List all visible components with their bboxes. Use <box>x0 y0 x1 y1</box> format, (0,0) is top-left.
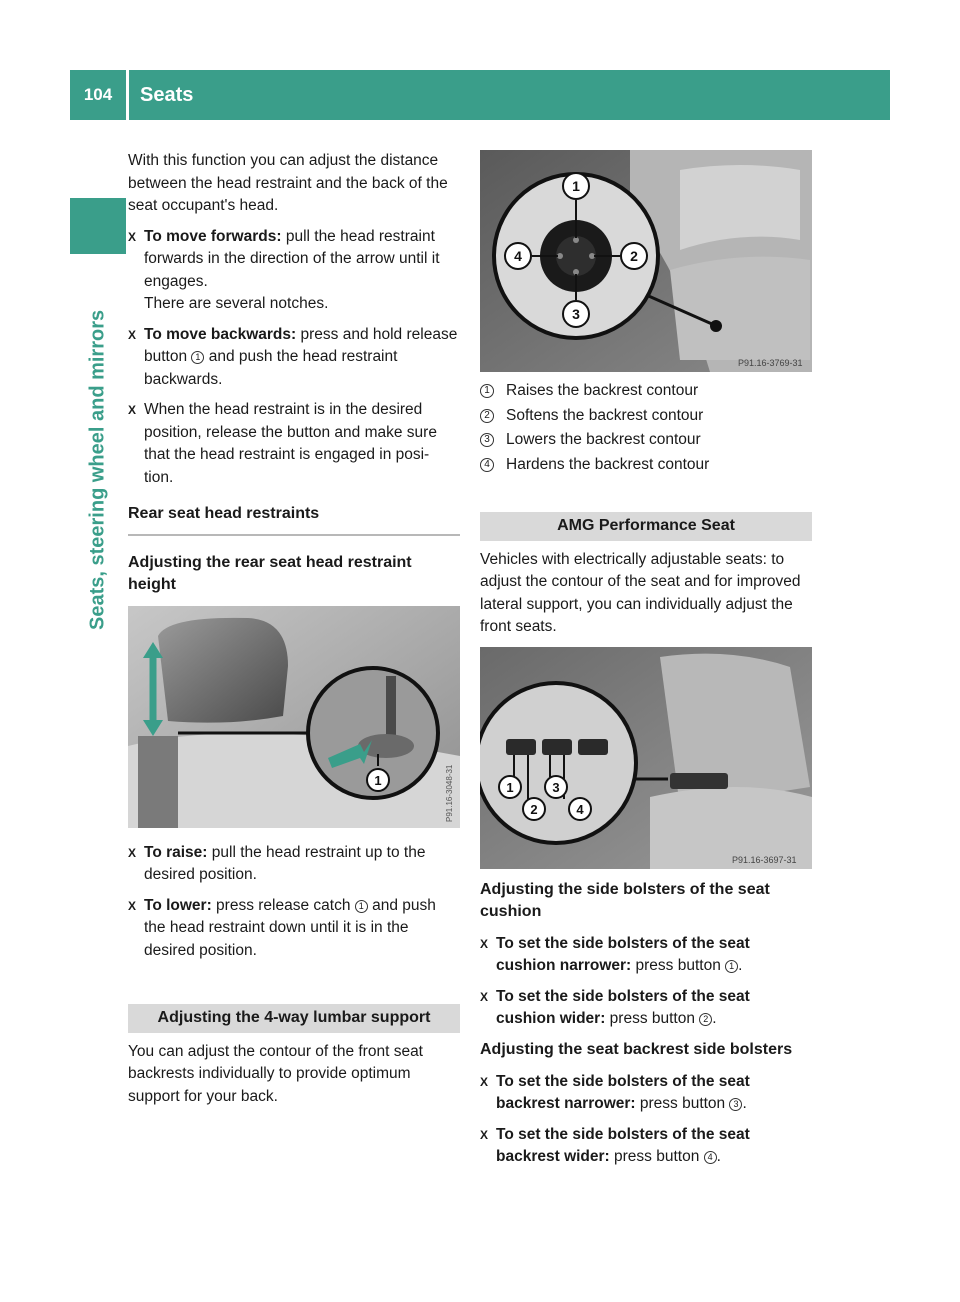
step-release-button <box>128 399 460 489</box>
amg-text: Vehicles with electrically adjustable seats: to adjust the contour of the seat and for improved lateral support, you can individually adjust the front seats. <box>480 550 801 635</box>
step-label: To set the side bolsters of the seat cushion wider: <box>496 987 750 1027</box>
step-cushion-narrower <box>480 933 812 978</box>
legend-text: Softens the backrest contour <box>506 406 704 424</box>
step-period: . <box>742 1095 747 1112</box>
page-title: Seats <box>140 84 194 106</box>
figure-callout: 3 <box>552 779 560 795</box>
step-lower <box>128 895 460 963</box>
subheading-rear-height: Adjusting the rear seat head restraint height <box>128 553 412 593</box>
step-arrow-icon: X <box>480 1074 489 1089</box>
step-label: To set the side bolsters of the seat backrest narrower: <box>496 1072 750 1112</box>
lumbar-control-illustration <box>480 150 812 372</box>
step-label: To set the side bolsters of the seat backrest wider: <box>496 1125 750 1165</box>
step-arrow-icon: X <box>128 898 137 913</box>
step-text: press button <box>631 957 726 974</box>
legend-number: 2 <box>480 409 494 423</box>
step-cushion-wider <box>480 986 812 1031</box>
figure-code: P91.16-3697-31 <box>732 854 797 865</box>
step-backrest-wider <box>480 1124 812 1169</box>
legend-item <box>480 405 812 428</box>
step-period: . <box>716 1148 721 1165</box>
figure-callout: 1 <box>374 772 382 788</box>
legend-number: 1 <box>480 384 494 398</box>
rear-head-restraint-illustration <box>128 606 460 828</box>
step-arrow-icon: X <box>128 403 137 417</box>
figure-amg-seat <box>480 647 812 869</box>
step-text: press release catch <box>211 896 355 914</box>
step-text: press and hold release button <box>144 325 458 365</box>
callout-ref-3: 3 <box>729 1098 742 1111</box>
step-arrow-icon: X <box>480 1127 489 1142</box>
step-arrow-icon: X <box>128 229 137 244</box>
step-label: To move backwards: <box>144 325 297 343</box>
step-period: . <box>712 1010 717 1027</box>
legend-text: Lowers the backrest contour <box>506 431 701 448</box>
chapter-label-container <box>70 270 126 690</box>
legend-text: Hardens the backrest contour <box>506 455 710 473</box>
legend-text: Raises the backrest contour <box>506 382 699 399</box>
callout-ref-1: 1 <box>355 900 368 913</box>
chapter-label: Seats, steering wheel and mirrors <box>86 309 109 630</box>
step-label: To set the side bolsters of the seat cushion narrower: <box>496 934 750 974</box>
step-text: press button <box>605 1010 700 1027</box>
intro-text: With this function you can adjust the distance between the head restraint and the back of the seat occupant's head. <box>128 152 448 214</box>
figure-code: P91.16-3769-31 <box>738 358 803 368</box>
step-note: There are several notches. <box>144 295 329 312</box>
legend-item <box>480 454 812 477</box>
step-period: . <box>738 957 743 974</box>
step-arrow-icon: X <box>128 327 137 342</box>
step-text: pull the head restraint forwards in the direction of the arrow until it engages. <box>144 227 440 290</box>
legend-item <box>480 429 812 452</box>
step-text-end: and push the head restraint down until it is in the desired position. <box>144 896 436 959</box>
step-text-end: and push the head restraint backwards. <box>144 348 398 388</box>
step-move-backwards <box>128 324 460 392</box>
figure-callout: 2 <box>630 248 638 264</box>
step-text: pull the head restraint up to the desired position. <box>144 843 426 883</box>
figure-callout: 2 <box>530 801 538 817</box>
legend-item <box>480 380 812 403</box>
step-label: To move forwards: <box>144 227 282 245</box>
callout-ref-4: 4 <box>704 1151 717 1164</box>
figure-rear-head-restraint <box>128 606 460 828</box>
figure-callout: 4 <box>576 801 584 817</box>
figure-callout: 3 <box>572 306 580 322</box>
legend-number: 3 <box>480 433 494 447</box>
step-arrow-icon: X <box>480 989 489 1004</box>
figure-callout: 1 <box>572 178 580 194</box>
figure-lumbar-control <box>480 150 812 372</box>
section-rear-head-restraints: Rear seat head restraints <box>128 503 460 536</box>
step-text: press button <box>635 1095 730 1112</box>
callout-ref-1: 1 <box>725 960 738 973</box>
step-arrow-icon: X <box>128 845 137 860</box>
step-label: To lower: <box>144 896 212 914</box>
section-amg-performance-seat: AMG Performance Seat <box>480 512 812 541</box>
legend-number: 4 <box>480 458 494 472</box>
figure-callout: 1 <box>506 779 514 795</box>
step-text: press button <box>609 1148 704 1165</box>
subheading-backrest-bolsters: Adjusting the seat backrest side bolsters <box>480 1040 793 1058</box>
callout-ref-2: 2 <box>699 1013 712 1026</box>
step-backrest-narrower <box>480 1071 812 1116</box>
callout-ref-1: 1 <box>191 351 204 364</box>
lumbar-text: You can adjust the contour of the front seat backrests individually to provide optimum support for your back. <box>128 1042 423 1105</box>
header-divider <box>126 70 129 120</box>
step-arrow-icon: X <box>480 936 489 951</box>
left-column <box>128 150 460 1116</box>
page-number: 104 <box>83 85 113 104</box>
subheading-cushion-bolsters: Adjusting the side bolsters of the seat cushion <box>480 880 770 920</box>
step-label: To raise: <box>144 843 208 861</box>
section-lumbar-support: Adjusting the 4-way lumbar support <box>128 1004 460 1033</box>
step-raise <box>128 842 460 887</box>
chapter-tab <box>70 198 126 254</box>
figure-code: P91.16-3048-31 <box>445 764 454 822</box>
right-column <box>480 150 812 1177</box>
amg-seat-illustration <box>480 647 812 869</box>
step-text: When the head restraint is in the desired position, release the button and make sure that the head restraint is engaged in posi- tion. <box>144 401 437 486</box>
figure-callout: 4 <box>514 248 522 264</box>
step-move-forwards <box>128 226 460 316</box>
